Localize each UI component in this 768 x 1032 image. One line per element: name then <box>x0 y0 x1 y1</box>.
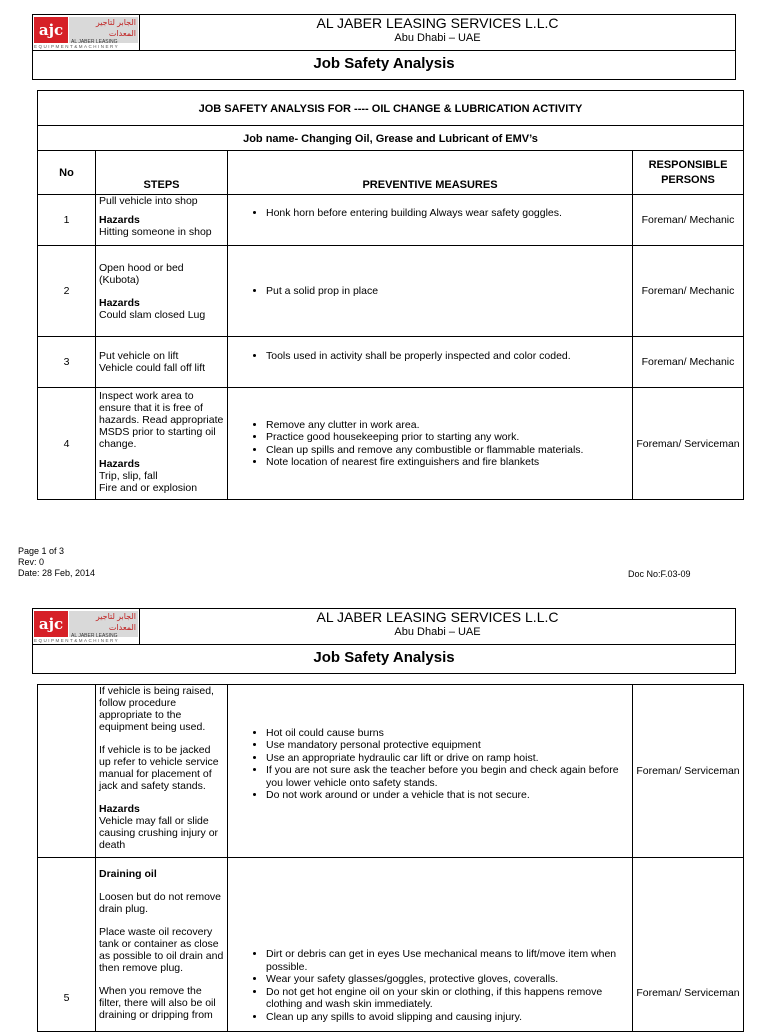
row1-step: Pull vehicle into shop Hazards Hitting someone in shop <box>95 194 228 246</box>
company-name: AL JABER LEASING SERVICES L.L.C <box>316 609 559 625</box>
column-header-measures: PREVENTIVE MEASURES <box>227 150 633 195</box>
row4-measures <box>227 387 633 500</box>
row2-measures <box>227 245 633 337</box>
logo-tagline: EQUIPMENT&MACHINERY <box>34 44 120 49</box>
column-header-responsible: RESPONSIBLE PERSONS <box>632 150 744 195</box>
list-item: • Do not work around or under a vehicle that is not secure. <box>266 789 628 802</box>
list-item: • Use mandatory personal protective equipment <box>266 739 628 752</box>
row5-no-cell <box>37 857 96 1032</box>
company-logo <box>33 609 140 645</box>
company-city: Abu Dhabi – UAE <box>394 32 481 44</box>
row-cont-responsible: Foreman/ Serviceman <box>632 684 744 858</box>
page-footer <box>18 546 95 579</box>
logo-arabic: الجابر لتاجير المعدات <box>95 612 136 632</box>
row2-step: Open hood or bed (Kubota) Hazards Could slam closed Lug <box>95 245 228 337</box>
row4-no: 4 <box>37 387 96 500</box>
document-title: Job Safety Analysis <box>313 649 455 666</box>
list-item: • Dirt or debris can get in eyes Use mechanical means to lift/move item when possible. <box>266 948 628 973</box>
row2-responsible: Foreman/ Mechanic <box>632 245 744 337</box>
row5-no: 5 <box>63 992 70 1004</box>
row-cont-step: If vehicle is being raised, follow procedure appropriate to the equipment being used. If vehicle is to be jacked up refer to vehicle service manual for placement of jack and safety stands. Hazards Vehicle may fall or slide causing crushing injury or death <box>95 684 228 858</box>
list-item: • Use an appropriate hydraulic car lift or drive on ramp hoist. <box>266 752 628 765</box>
list-item: • Clean up spills and remove any combustible or flammable materials. <box>266 444 583 457</box>
logo-mark: ajc <box>34 611 68 637</box>
row5-responsible-cell <box>632 857 744 1032</box>
list-item: • Remove any clutter in work area. <box>266 419 583 432</box>
list-item: • If you are not sure ask the teacher before you begin and check again before you lower vehicle onto safety stands. <box>266 764 628 789</box>
row1-no: 1 <box>37 194 96 246</box>
list-item: • Do not get hot engine oil on your skin or clothing, if this happens remove clothing and wash skin immediately. <box>266 986 628 1011</box>
date: Date: 28 Feb, 2014 <box>18 568 96 578</box>
list-item: • Clean up any spills to avoid slipping and causing injury. <box>266 1011 628 1024</box>
company-city: Abu Dhabi – UAE <box>394 626 481 638</box>
logo-english: AL JABER LEASING <box>71 633 118 637</box>
list-item: • Honk horn before entering building Always wear safety goggles. <box>266 207 562 220</box>
logo-arabic: الجابر لتاجير المعدات <box>95 18 136 38</box>
list-item: • Wear your safety glasses/goggles, protective gloves, coveralls. <box>266 973 628 986</box>
logo-english: AL JABER LEASING <box>71 39 118 43</box>
row2-no: 2 <box>37 245 96 337</box>
row1-responsible: Foreman/ Mechanic <box>632 194 744 246</box>
row4-responsible: Foreman/ Serviceman <box>632 387 744 500</box>
logo-mark: ajc <box>34 17 68 43</box>
column-header-no: No <box>37 150 96 195</box>
page-number: Page 1 of 3 <box>18 546 65 556</box>
list-item: • Note location of nearest fire extinguishers and fire blankets <box>266 456 583 469</box>
row4-step: Inspect work area to ensure that it is free of hazards. Read appropriate MSDS prior to starting oil change. Hazards Trip, slip, fall Fire and or explosion <box>95 387 228 500</box>
column-header-steps: STEPS <box>95 150 228 195</box>
job-name: Job name- Changing Oil, Grease and Lubricant of EMV’s <box>37 125 744 151</box>
row5-responsible: Foreman/ Serviceman <box>636 987 740 999</box>
list-item: • Hot oil could cause burns <box>266 727 628 740</box>
row3-responsible: Foreman/ Mechanic <box>632 336 744 388</box>
list-item: • Practice good housekeeping prior to starting any work. <box>266 431 583 444</box>
page2-header <box>32 608 736 674</box>
list-item: • Put a solid prop in place <box>266 285 378 298</box>
doc-number: Doc No:F.03-09 <box>628 569 691 579</box>
table-main-title: JOB SAFETY ANALYSIS FOR ---- OIL CHANGE & LUBRICATION ACTIVITY <box>37 90 744 126</box>
company-name: AL JABER LEASING SERVICES L.L.C <box>316 15 559 31</box>
row5-measures <box>227 857 633 1032</box>
revision: Rev: 0 <box>18 557 45 567</box>
document-title: Job Safety Analysis <box>313 55 455 72</box>
page1-header <box>32 14 736 80</box>
row-cont-measures <box>227 684 633 858</box>
row-cont-no <box>37 684 96 858</box>
company-logo <box>33 15 140 51</box>
list-item: • Tools used in activity shall be properly inspected and color coded. <box>266 350 571 363</box>
row3-no: 3 <box>37 336 96 388</box>
row3-step: Put vehicle on lift Vehicle could fall off lift <box>95 336 228 388</box>
logo-tagline: EQUIPMENT&MACHINERY <box>34 638 120 643</box>
row3-measures <box>227 336 633 388</box>
row1-measures <box>227 194 633 246</box>
row5-step: Draining oil Loosen but do not remove drain plug. Place waste oil recovery tank or container as close as possible to oil drain and then remove plug. When you remove the filter, there will also be oil draining or dripping from <box>95 857 228 1032</box>
